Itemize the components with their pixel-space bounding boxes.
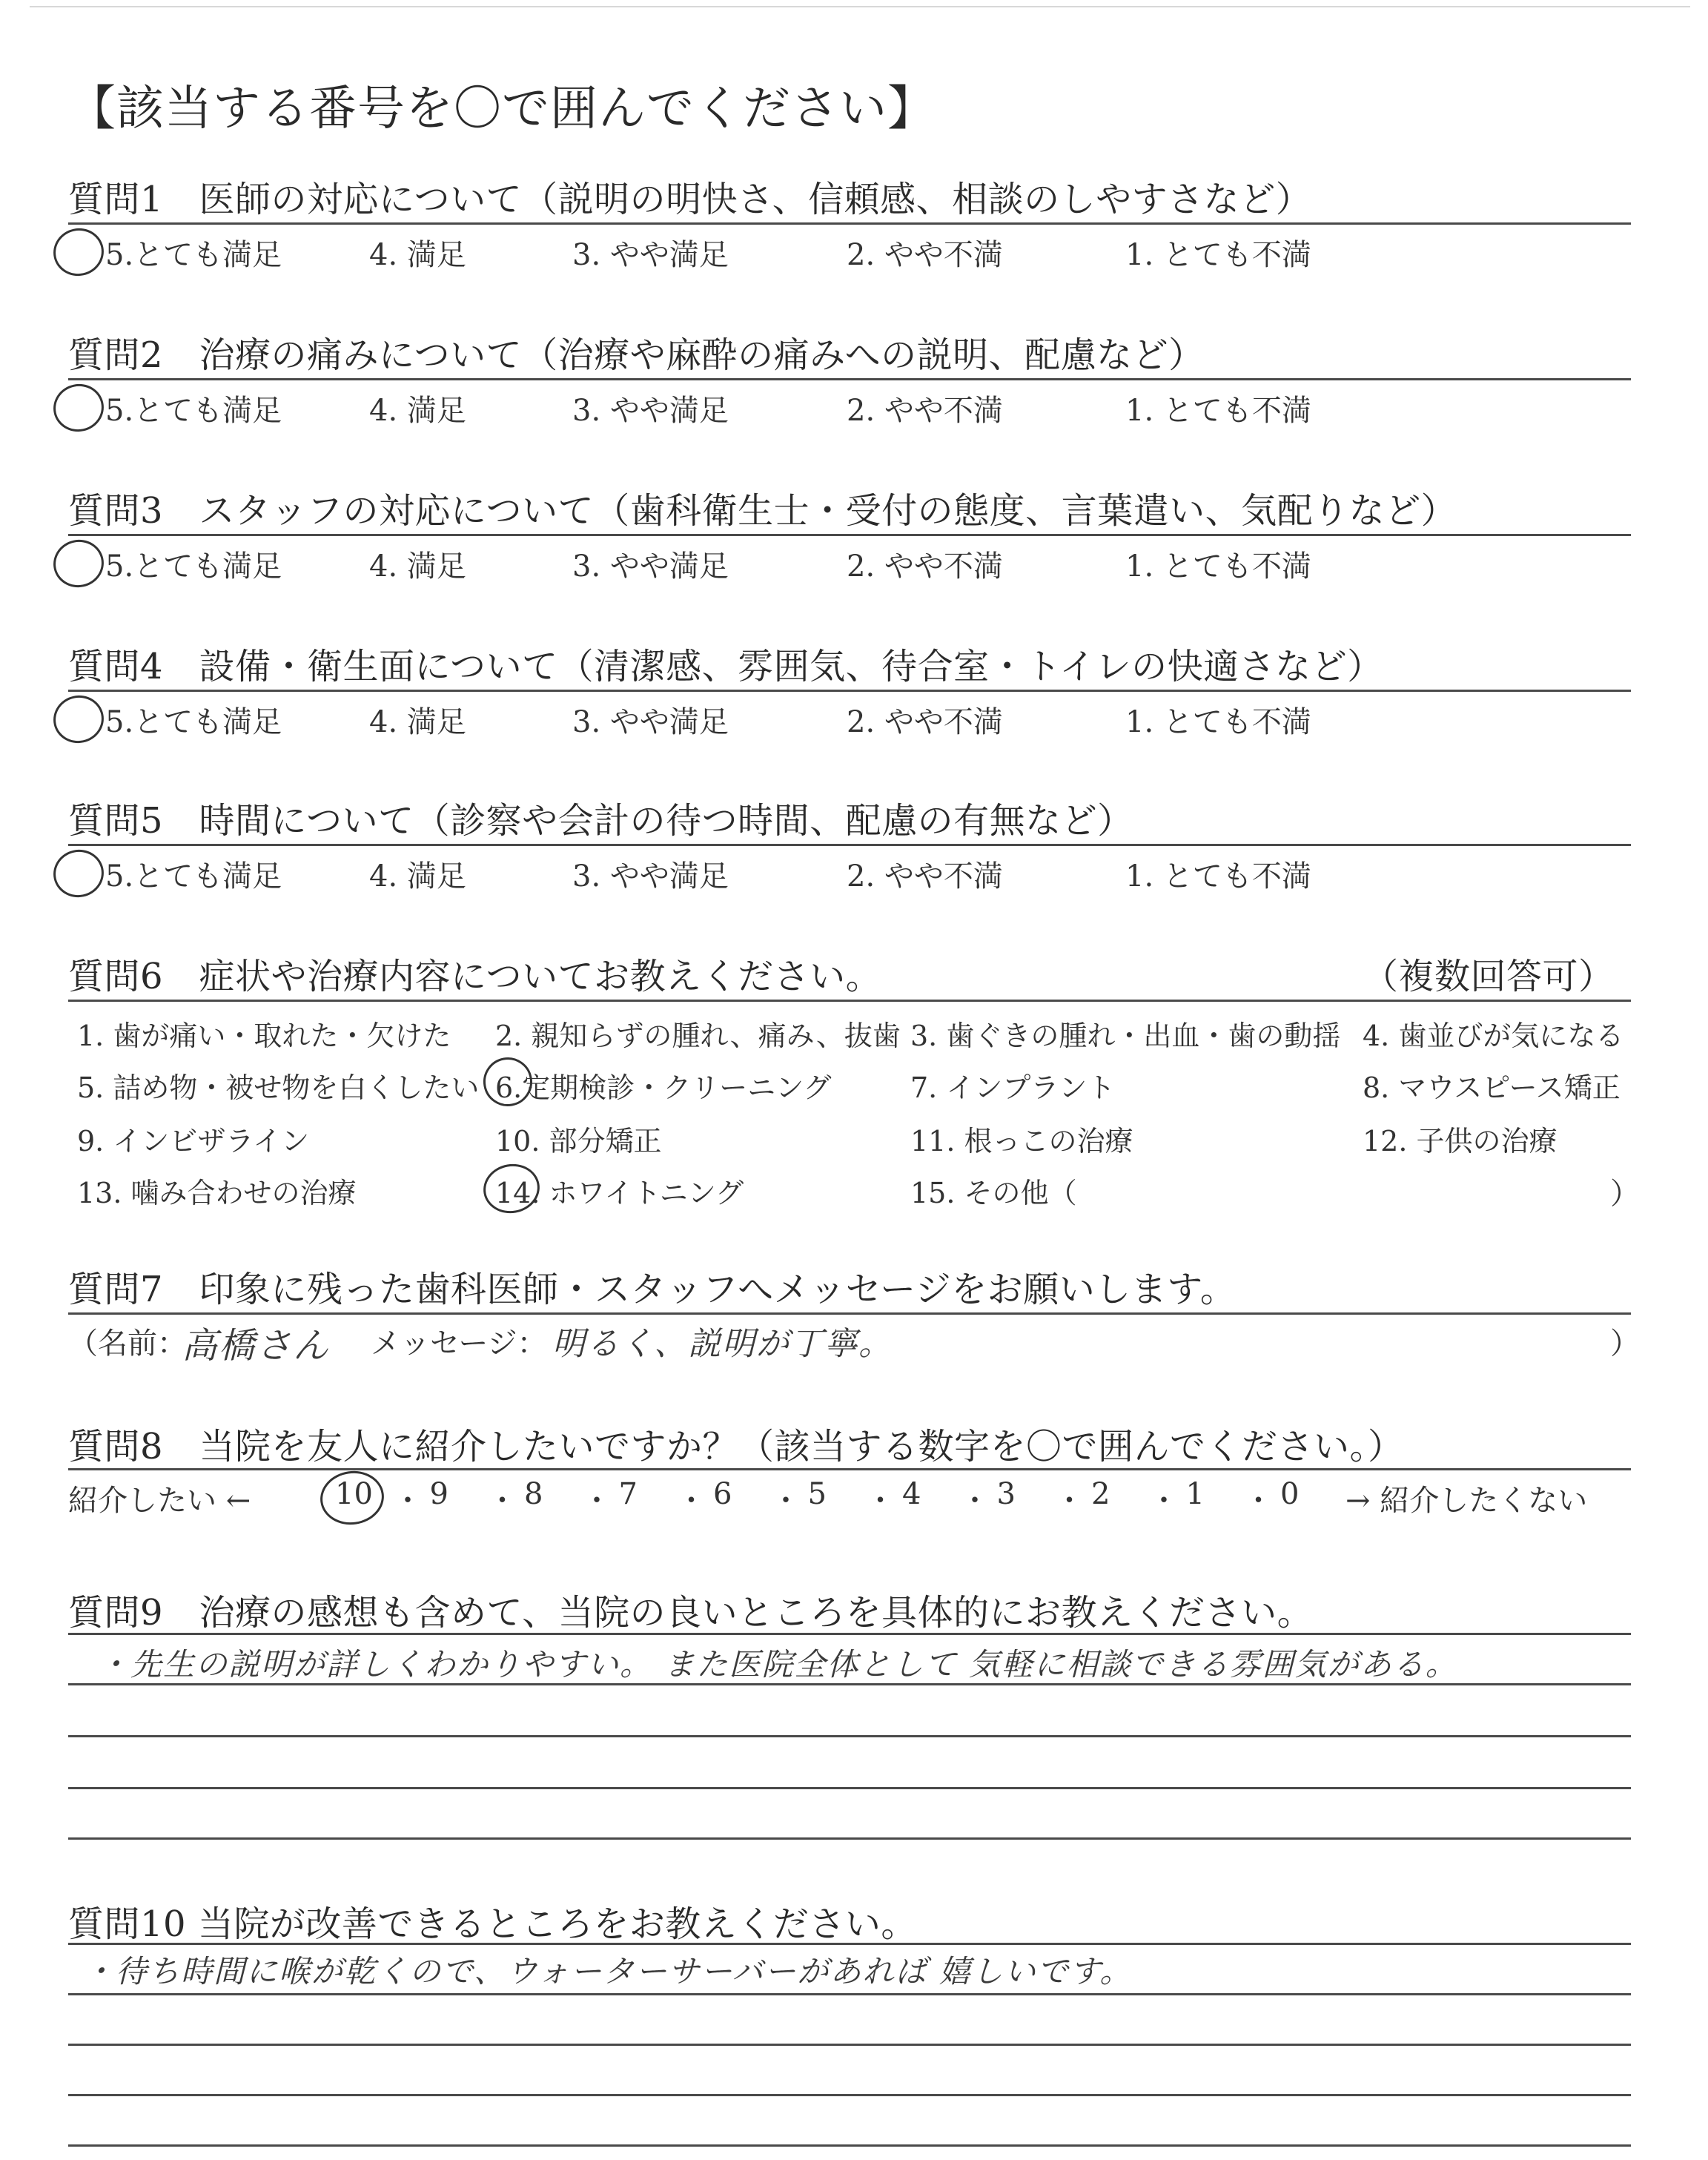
q4-selection-circle [49,691,108,748]
q10-rule-5 [68,2144,1631,2147]
q8-separator-dot: ・ [487,1484,517,1518]
q8-scale-0[interactable]: 0 [1280,1477,1300,1511]
q4-option-5[interactable]: 5.とても満足 [105,705,282,739]
q8-selection-circle-10 [317,1467,387,1528]
q6-option-11[interactable]: 11. 根っこの治療 [910,1125,1133,1157]
q6-option-7[interactable]: 7. インプラント [910,1071,1116,1104]
q4-rule [68,690,1631,692]
q6-option-9[interactable]: 9. インビザライン [77,1125,310,1157]
q10-answer: ・待ち時間に喉が乾くので、ウォーターサーバーがあれば 嬉しいです。 [83,1953,1133,1989]
q6-option-1[interactable]: 1. 歯が痛い・取れた・欠けた [77,1020,451,1052]
q6-title: 質問6 症状や治療内容についてお教えください。 [68,956,882,997]
q8-separator-dot: ・ [393,1484,423,1518]
q9-rule-2 [68,1683,1631,1685]
q4-title: 質問4 設備・衛生面について（清潔感、雰囲気、待合室・トイレの快適さなど） [68,646,1383,687]
q6-option-13[interactable]: 13. 噛み合わせの治療 [77,1177,357,1209]
q5-option-3[interactable]: 3. やや満足 [572,859,729,894]
q8-scale-4[interactable]: 4 [902,1477,921,1511]
q10-rule-4 [68,2094,1631,2096]
q8-left-label: 紹介したい ← [68,1484,251,1518]
q10-rule-2 [68,1993,1631,1995]
q7-message-value: 明るく、説明が丁寧。 [552,1325,893,1363]
q2-rule [68,378,1631,380]
q8-separator-dot: ・ [676,1484,706,1518]
q10-title: 質問10 当院が改善できるところをお教えください。 [68,1903,917,1945]
q2-option-4[interactable]: 4. 満足 [369,394,466,428]
q5-option-2[interactable]: 2. やや不満 [847,859,1003,894]
q5-title: 質問5 時間について（診察や会計の待つ時間、配慮の有無など） [68,800,1133,842]
q10-rule-1 [68,1943,1631,1945]
q9-rule-5 [68,1837,1631,1840]
q7-name-value: 高橋さん [182,1325,331,1367]
q2-option-3[interactable]: 3. やや満足 [572,394,729,428]
q9-rule-1 [68,1633,1631,1635]
q7-close-paren: ） [1610,1327,1640,1361]
q1-option-1[interactable]: 1. とても不満 [1125,238,1311,272]
q1-option-2[interactable]: 2. やや不満 [847,238,1003,272]
q5-rule [68,844,1631,846]
q6-option-14[interactable]: 14. ホワイトニング [495,1177,744,1209]
q6-option-5[interactable]: 5. 詰め物・被せ物を白くしたい [77,1071,480,1104]
q6-option-10[interactable]: 10. 部分矯正 [495,1125,662,1157]
q8-scale-1[interactable]: 1 [1185,1477,1205,1511]
q5-option-5[interactable]: 5.とても満足 [105,859,282,894]
q8-separator-dot: ・ [960,1484,990,1518]
q2-selection-circle [49,380,108,437]
q5-selection-circle [49,845,108,902]
q8-scale-10[interactable]: 10 [335,1477,373,1511]
q1-option-5[interactable]: 5.とても満足 [105,238,282,272]
q1-option-3[interactable]: 3. やや満足 [572,238,729,272]
q8-separator-dot: ・ [865,1484,896,1518]
q5-option-1[interactable]: 1. とても不満 [1125,859,1311,894]
q8-scale-6[interactable]: 6 [713,1477,732,1511]
form-header: 【該当する番号を〇で囲んでください】 [68,82,936,136]
q8-scale-5[interactable]: 5 [807,1477,827,1511]
q2-option-1[interactable]: 1. とても不満 [1125,394,1311,428]
q8-right-label: → 紹介したくない [1345,1484,1588,1518]
q8-separator-dot: ・ [582,1484,612,1518]
q7-rule [68,1312,1631,1315]
q6-option-4[interactable]: 4. 歯並びが気になる [1363,1020,1624,1052]
q9-rule-3 [68,1735,1631,1737]
q6-option-12[interactable]: 12. 子供の治療 [1363,1125,1558,1157]
q6-option-2[interactable]: 2. 親知らずの腫れ、痛み、抜歯 [495,1020,901,1052]
q1-selection-circle [49,224,108,281]
q3-selection-circle [49,535,108,592]
q8-title: 質問8 当院を友人に紹介したいですか？（該当する数字を〇で囲んでください。） [68,1426,1404,1467]
q9-title: 質問9 治療の感想も含めて、当院の良いところを具体的にお教えください。 [68,1592,1314,1634]
q1-rule [68,222,1631,225]
q8-separator-dot: ・ [1149,1484,1179,1518]
q8-scale-7[interactable]: 7 [618,1477,638,1511]
q3-rule [68,534,1631,536]
q6-option-15[interactable]: 15. その他（ [910,1177,1077,1209]
q8-separator-dot: ・ [1054,1484,1085,1518]
q8-scale-2[interactable]: 2 [1091,1477,1110,1511]
q2-option-2[interactable]: 2. やや不満 [847,394,1003,428]
q2-title: 質問2 治療の痛みについて（治療や麻酔の痛みへの説明、配慮など） [68,334,1205,376]
q8-rule [68,1468,1631,1470]
scan-edge-line [30,6,1690,7]
q3-title: 質問3 スタッフの対応について（歯科衛生士・受付の態度、言葉遣い、気配りなど） [68,490,1457,532]
q10-rule-3 [68,2044,1631,2046]
q3-option-1[interactable]: 1. とても不満 [1125,549,1311,584]
q4-option-2[interactable]: 2. やや不満 [847,705,1003,739]
q3-option-2[interactable]: 2. やや不満 [847,549,1003,584]
q1-title: 質問1 医師の対応について（説明の明快さ、信頼感、相談のしやすさなど） [68,179,1312,220]
q4-option-4[interactable]: 4. 満足 [369,705,466,739]
q8-separator-dot: ・ [1243,1484,1274,1518]
q8-separator-dot: ・ [771,1484,801,1518]
q3-option-3[interactable]: 3. やや満足 [572,549,729,584]
q5-option-4[interactable]: 4. 満足 [369,859,466,894]
q3-option-4[interactable]: 4. 満足 [369,549,466,584]
q6-option-8[interactable]: 8. マウスピース矯正 [1363,1071,1621,1104]
q4-option-3[interactable]: 3. やや満足 [572,705,729,739]
q2-option-5[interactable]: 5.とても満足 [105,394,282,428]
q6-option-3[interactable]: 3. 歯ぐきの腫れ・出血・歯の動揺 [910,1020,1341,1052]
q8-scale-8[interactable]: 8 [524,1477,543,1511]
q6-other-close-paren: ） [1610,1177,1640,1211]
q8-scale-9[interactable]: 9 [429,1477,448,1511]
q3-option-5[interactable]: 5.とても満足 [105,549,282,584]
q6-rule [68,1000,1631,1002]
q9-answer: ・先生の説明が詳しくわかりやすい。 また医院全体として 気軽に相談できる雰囲気がある。 [98,1646,1458,1682]
q9-rule-4 [68,1787,1631,1789]
q4-option-1[interactable]: 1. とても不満 [1125,705,1311,739]
q7-title: 質問7 印象に残った歯科医師・スタッフへメッセージをお願いします。 [68,1269,1237,1310]
q7-message-label: メッセージ： [371,1327,547,1361]
q1-option-4[interactable]: 4. 満足 [369,238,466,272]
q8-scale-3[interactable]: 3 [996,1477,1016,1511]
q6-note: （複数回答可） [1363,956,1615,997]
q7-name-label: （名前： [68,1327,187,1361]
q6-option-6[interactable]: 6.定期検診・クリーニング [495,1071,832,1104]
